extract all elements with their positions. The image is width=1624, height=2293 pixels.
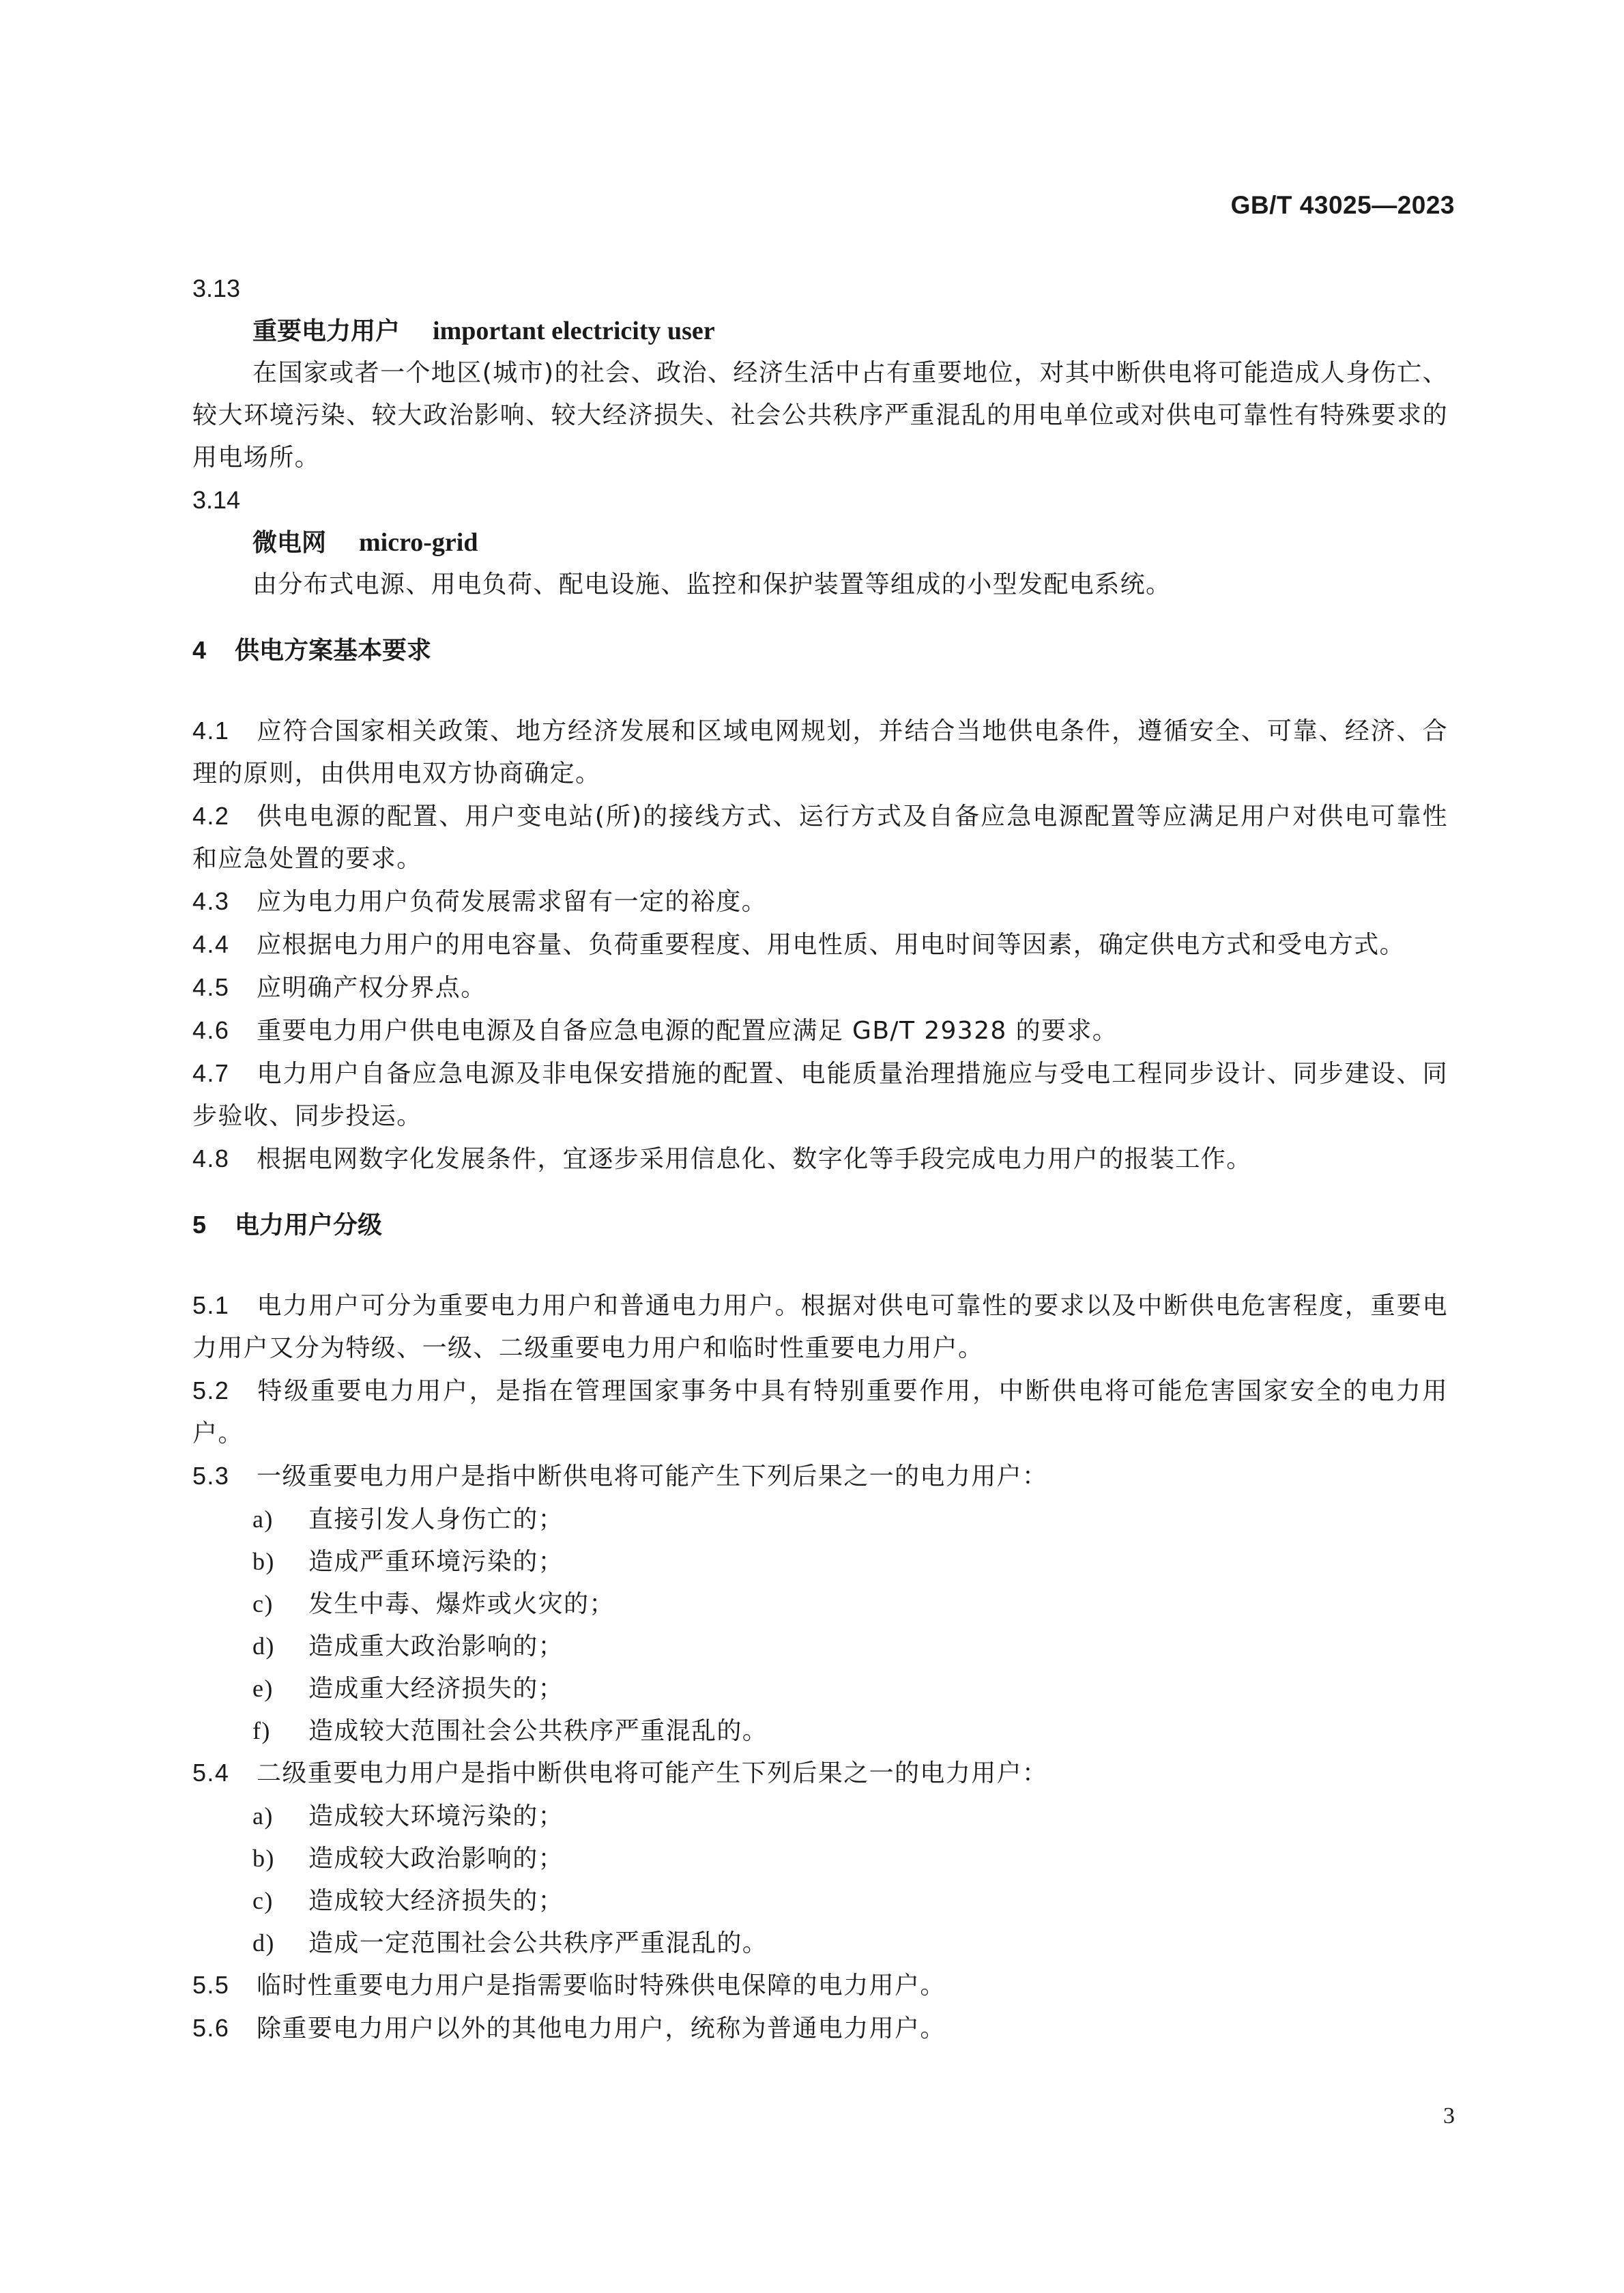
clause (192, 923, 1448, 966)
list-item (192, 1540, 1448, 1583)
clause-text: 电力用户可分为重要电力用户和普通电力用户。根据对供电可靠性的要求以及中断供电危害程度，重要电力用户又分为特级、一级、二级重要电力用户和临时性重要电力用户。 (192, 1292, 1448, 1362)
clause (192, 1752, 1448, 1795)
clause (192, 1964, 1448, 2007)
list-item-text: 造成重大政治影响的； (308, 1632, 564, 1660)
term-title (192, 521, 1448, 564)
list-item-label: b) (252, 1845, 275, 1872)
list-item (192, 1879, 1448, 1922)
list-item-text: 发生中毒、爆炸或火灾的； (308, 1590, 615, 1618)
clause-text: 根据电网数字化发展条件，宜逐步采用信息化、数字化等手段完成电力用户的报装工作。 (257, 1145, 1252, 1173)
clause (192, 1370, 1448, 1455)
clause-number: 4.6 (192, 1016, 230, 1044)
clause-number: 5.2 (192, 1376, 230, 1404)
term-en: micro-grid (359, 528, 478, 557)
section-number: 4 (192, 636, 207, 664)
term-definition: 在国家或者一个地区(城市)的社会、政治、经济生活中占有重要地位，对其中断供电将可能造成人身伤亡、较大环境污染、较大政治影响、较大经济损失、社会公共秩序严重混乱的用电单位或对供电可靠性有特殊要求的用电场所。 (192, 359, 1448, 472)
section-number: 5 (192, 1211, 207, 1239)
clause-text: 除重要电力用户以外的其他电力用户，统称为普通电力用户。 (257, 2015, 946, 2043)
list-item-text: 造成较大范围社会公共秩序严重混乱的。 (308, 1717, 768, 1745)
term-title (192, 310, 1448, 352)
list-item-text: 造成较大政治影响的； (308, 1845, 564, 1873)
clause (192, 1455, 1448, 1498)
clause (192, 1138, 1448, 1181)
list-item-text: 造成较大环境污染的； (308, 1802, 564, 1830)
section-heading (192, 629, 1448, 672)
clause-text: 应为电力用户负荷发展需求留有一定的裕度。 (257, 888, 768, 916)
clause-text: 应根据电力用户的用电容量、负荷重要程度、用电性质、用电时间等因素，确定供电方式和受电方式。 (257, 931, 1406, 959)
list-item (192, 1625, 1448, 1667)
list-item-label: e) (252, 1675, 274, 1702)
clause-number: 4.7 (192, 1059, 230, 1087)
list-item-label: d) (252, 1632, 275, 1660)
list-item-text: 造成严重环境污染的； (308, 1548, 564, 1576)
clause-text: 特级重要电力用户，是指在管理国家事务中具有特别重要作用，中断供电将可能危害国家安全的电力用户。 (192, 1377, 1448, 1447)
page-number: 3 (1443, 2103, 1455, 2129)
list-item (192, 1922, 1448, 1964)
clause-number: 5.6 (192, 2014, 230, 2042)
clause-text: 二级重要电力用户是指中断供电将可能产生下列后果之一的电力用户： (257, 1759, 1048, 1787)
list-item (192, 1667, 1448, 1710)
clause-number: 4.3 (192, 887, 230, 915)
term-number: 3.13 (192, 274, 241, 302)
section-heading (192, 1204, 1448, 1246)
list-item-label: d) (252, 1929, 275, 1957)
clause-text: 应符合国家相关政策、地方经济发展和区域电网规划，并结合当地供电条件，遵循安全、可靠、经济、合理的原则，由供用电双方协商确定。 (192, 717, 1448, 788)
clause-number: 4.4 (192, 930, 230, 958)
list-item-text: 直接引发人身伤亡的； (308, 1505, 564, 1533)
list-item-label: a) (252, 1505, 274, 1533)
list-item (192, 1498, 1448, 1540)
list-item-label: b) (252, 1548, 275, 1575)
clause-number: 4.5 (192, 973, 230, 1001)
page-content (192, 268, 1448, 2050)
clause-text: 重要电力用户供电电源及自备应急电源的配置应满足 GB/T 29328 的要求。 (257, 1017, 1118, 1045)
list-item (192, 1583, 1448, 1625)
list-item-label: a) (252, 1802, 274, 1830)
clause-number: 5.1 (192, 1291, 230, 1319)
section-title: 供电方案基本要求 (235, 637, 432, 665)
clause-number: 5.4 (192, 1759, 230, 1787)
clause-text: 应明确产权分界点。 (257, 974, 487, 1002)
clause-number: 4.1 (192, 717, 230, 745)
clause-number: 4.8 (192, 1144, 230, 1172)
list-item-text: 造成一定范围社会公共秩序严重混乱的。 (308, 1929, 768, 1957)
clause-number: 5.3 (192, 1462, 230, 1490)
section-title: 电力用户分级 (235, 1211, 383, 1239)
term-en: important electricity user (433, 317, 715, 345)
list-item-text: 造成较大经济损失的； (308, 1887, 564, 1915)
list-item-label: c) (252, 1887, 274, 1914)
clause-text: 电力用户自备应急电源及非电保安措施的配置、电能质量治理措施应与受电工程同步设计、同步建设、同步验收、同步投运。 (192, 1060, 1448, 1130)
list-item (192, 1795, 1448, 1837)
clause-text: 一级重要电力用户是指中断供电将可能产生下列后果之一的电力用户： (257, 1462, 1048, 1490)
clause (192, 1284, 1448, 1370)
standard-number: GB/T 43025—2023 (1230, 191, 1455, 219)
term-definition: 由分布式电源、用电负荷、配电设施、监控和保护装置等组成的小型发配电系统。 (252, 571, 1172, 599)
clause-text: 供电电源的配置、用户变电站(所)的接线方式、运行方式及自备应急电源配置等应满足用户对供电可靠性和应急处置的要求。 (192, 803, 1448, 873)
term-zh: 重要电力用户 (252, 317, 401, 345)
list-item-label: f) (252, 1717, 271, 1744)
clause (192, 880, 1448, 923)
clause (192, 1052, 1448, 1138)
clause-text: 临时性重要电力用户是指需要临时特殊供电保障的电力用户。 (257, 1972, 946, 2000)
list-item (192, 1837, 1448, 1879)
term-zh: 微电网 (252, 529, 327, 557)
clause (192, 1009, 1448, 1052)
list-item-text: 造成重大经济损失的； (308, 1675, 564, 1703)
list-item-label: c) (252, 1590, 274, 1617)
clause-number: 4.2 (192, 802, 230, 830)
clause (192, 795, 1448, 880)
clause (192, 2007, 1448, 2050)
term-number: 3.14 (192, 486, 241, 514)
clause (192, 710, 1448, 795)
list-item (192, 1710, 1448, 1752)
clause-number: 5.5 (192, 1971, 230, 1999)
clause (192, 966, 1448, 1009)
